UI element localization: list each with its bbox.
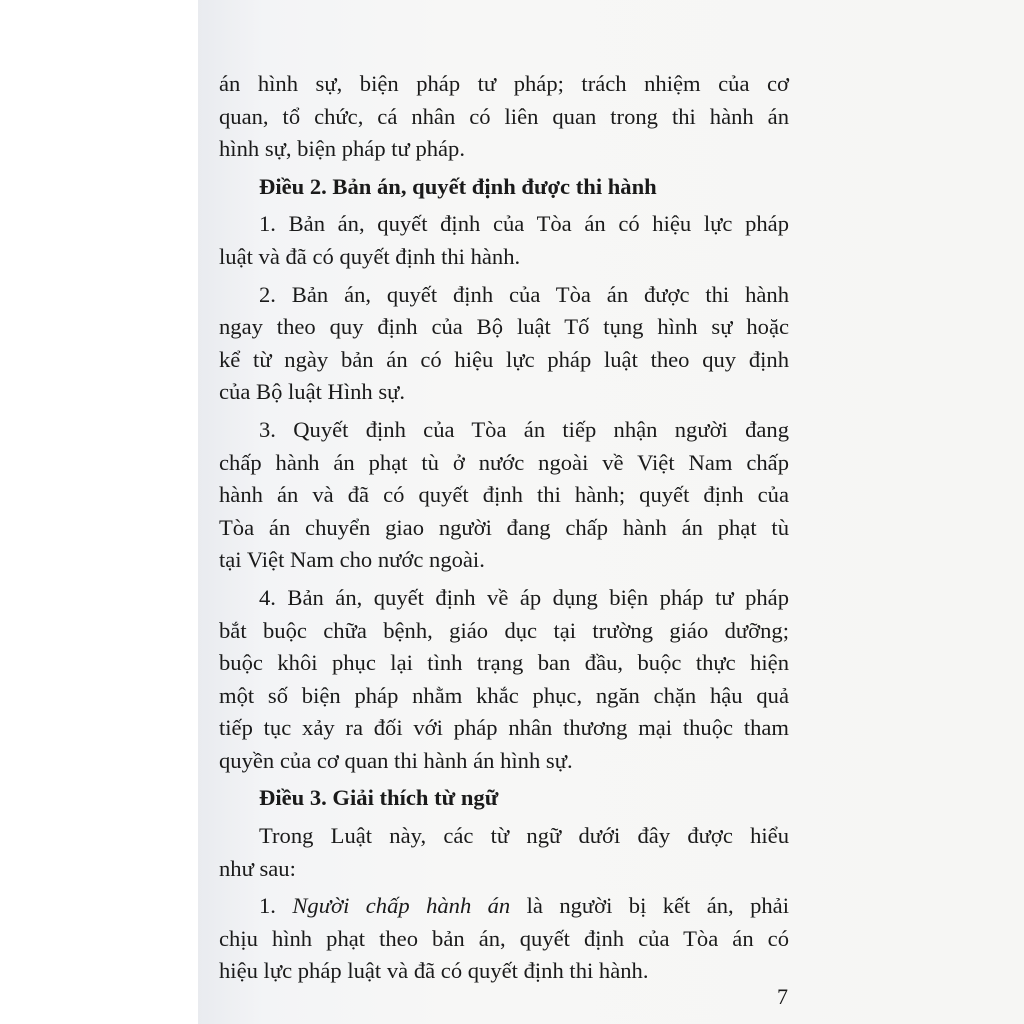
text-line: quan, tổ chức, cá nhân có liên quan trong thi hành án bbox=[219, 103, 789, 129]
paragraph-definition bbox=[219, 890, 789, 988]
text-line: Tòa án chuyển giao người đang chấp hành án phạt tù bbox=[219, 514, 789, 540]
text-line: một số biện pháp nhằm khắc phục, ngăn chặn hậu quả bbox=[219, 682, 789, 708]
text-line: kể từ ngày bản án có hiệu lực pháp luật theo quy định bbox=[219, 346, 789, 372]
text-line: tại Việt Nam cho nước ngoài. bbox=[219, 547, 485, 573]
page-number: 7 bbox=[777, 984, 788, 1009]
text-line: 4. Bản án, quyết định về áp dụng biện pháp tư pháp bbox=[259, 584, 789, 610]
paragraph-item bbox=[219, 582, 789, 778]
page-body bbox=[219, 68, 789, 988]
text-line: 3. Quyết định của Tòa án tiếp nhận người đang bbox=[259, 416, 789, 442]
text-line: buộc khôi phục lại tình trạng ban đầu, buộc thực hiện bbox=[219, 650, 789, 676]
text-line: hành án và đã có quyết định thi hành; quyết định của bbox=[219, 482, 789, 508]
text-line: 2. Bản án, quyết định của Tòa án được thi hành bbox=[259, 281, 789, 307]
definition-term: Người chấp hành án bbox=[292, 893, 511, 919]
text-line: chịu hình phạt theo bản án, quyết định của Tòa án có bbox=[219, 925, 789, 951]
text-line: luật và đã có quyết định thi hành. bbox=[219, 243, 521, 269]
text-line: quyền của cơ quan thi hành án hình sự. bbox=[219, 747, 573, 773]
definition-first-line bbox=[219, 890, 789, 923]
definition-number: 1. bbox=[259, 893, 276, 919]
text-line: án hình sự, biện pháp tư pháp; trách nhiệm của cơ bbox=[219, 71, 789, 96]
text-line: tiếp tục xảy ra đối với pháp nhân thương mại thuộc tham bbox=[219, 715, 789, 741]
book-page bbox=[198, 0, 1024, 1024]
paragraph-continuation bbox=[219, 68, 789, 166]
text-line: hình sự, biện pháp tư pháp. bbox=[219, 136, 466, 162]
paragraph-item bbox=[219, 279, 789, 409]
text-line: ngay theo quy định của Bộ luật Tố tụng hình sự hoặc bbox=[219, 314, 789, 340]
text-line: 1. Bản án, quyết định của Tòa án có hiệu lực pháp bbox=[259, 211, 789, 237]
paragraph-item bbox=[219, 208, 789, 273]
text-line: như sau: bbox=[219, 855, 296, 881]
text-line: hiệu lực pháp luật và đã có quyết định thi hành. bbox=[219, 958, 649, 984]
article-heading bbox=[219, 782, 789, 815]
article-heading bbox=[219, 171, 789, 204]
heading-line: Điều 2. Bản án, quyết định được thi hành bbox=[259, 173, 657, 199]
paragraph-item bbox=[219, 414, 789, 577]
text-line: bắt buộc chữa bệnh, giáo dục tại trường giáo dưỡng; bbox=[219, 617, 789, 643]
definition-text: là người bị kết án, phải bbox=[526, 893, 789, 919]
text-line: chấp hành án phạt tù ở nước ngoài về Việt Nam chấp bbox=[219, 449, 789, 475]
text-line: của Bộ luật Hình sự. bbox=[219, 379, 406, 405]
paragraph-intro bbox=[219, 820, 789, 885]
heading-line: Điều 3. Giải thích từ ngữ bbox=[259, 785, 499, 811]
text-line: Trong Luật này, các từ ngữ dưới đây được hiểu bbox=[259, 823, 789, 849]
